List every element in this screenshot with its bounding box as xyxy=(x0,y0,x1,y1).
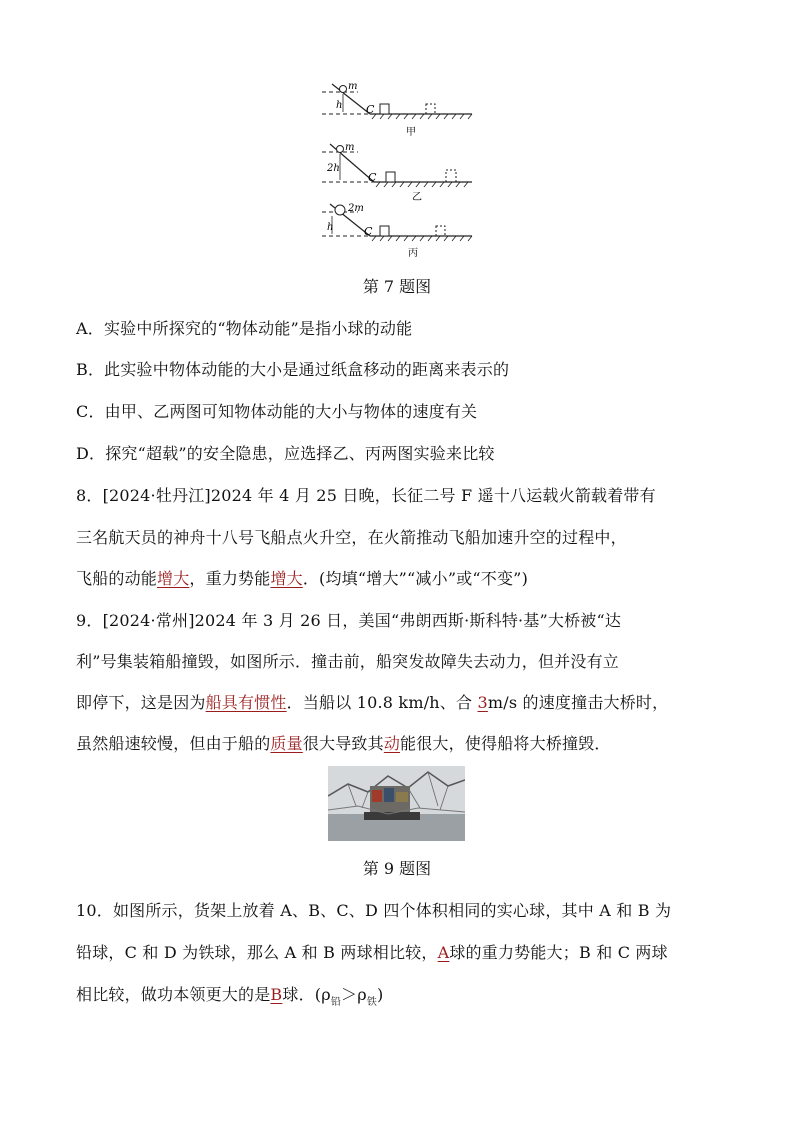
q7-option-a: A．实验中所探究的“物体动能”是指小球的动能 xyxy=(76,319,413,338)
q10-answer-work: B xyxy=(270,985,283,1004)
q9-line-4: 虽然船速较慢，但由于船的质量很大导致其动能很大，使得船将大桥撞毁． xyxy=(76,734,611,753)
paper-box-icon xyxy=(386,172,395,182)
q9-answer-speed: 3 xyxy=(477,693,488,712)
figure-7-caption: 第 7 题图 xyxy=(362,277,432,296)
paper-box-icon xyxy=(380,226,389,236)
q7-option-c: C．由甲、乙两图可知物体动能的大小与物体的速度有关 xyxy=(76,402,478,421)
svg-text:2h: 2h xyxy=(327,163,340,174)
svg-text:2m: 2m xyxy=(348,203,364,214)
svg-text:甲: 甲 xyxy=(406,127,416,138)
q9-line-3: 即停下，这是因为船具有惯性．当船以 10.8 km/h、合 3m/s 的速度撞击大桥时， xyxy=(76,693,669,712)
q9-answer-mass: 质量 xyxy=(270,734,303,753)
svg-text:h: h xyxy=(327,222,334,233)
q8-line-3: 飞船的动能增大，重力势能增大．(均填“增大”“减小”或“不变”) xyxy=(76,569,529,588)
q9-line-1: 9．[2024·常州]2024 年 3 月 26 日，美国“弗朗西斯·斯科特·基”大桥被“达 xyxy=(76,611,622,630)
q7-option-b: B．此实验中物体动能的大小是通过纸盒移动的距离来表示的 xyxy=(76,360,510,379)
figure-7-ramp-diagrams xyxy=(318,80,480,260)
svg-text:C: C xyxy=(368,171,377,184)
ball-icon xyxy=(340,86,347,93)
q10-line-3: 相比较，做功本领更大的是B球．$(\rho_铅>\rho_铁)$ xyxy=(76,985,384,1008)
ball-icon xyxy=(337,146,344,153)
svg-text:m: m xyxy=(348,81,358,92)
paper-box-icon xyxy=(380,104,389,114)
figure-9-ship-bridge-photo xyxy=(328,766,465,841)
q10-line-1: 10．如图所示，货架上放着 A、B、C、D 四个体积相同的实心球，其中 A 和 B 为 xyxy=(76,901,672,920)
q8-answer-potential: 增大 xyxy=(270,569,303,588)
q7-option-d: D．探究“超载”的安全隐患，应选择乙、丙两图实验来比较 xyxy=(76,444,495,463)
svg-text:乙: 乙 xyxy=(412,192,422,203)
svg-text:C: C xyxy=(366,103,375,116)
svg-text:丙: 丙 xyxy=(408,248,418,259)
ball-icon xyxy=(335,205,345,215)
figure-9-caption: 第 9 题图 xyxy=(362,859,432,878)
svg-text:m: m xyxy=(345,142,355,153)
svg-text:C: C xyxy=(364,225,373,238)
q8-line-2: 三名航天员的神舟十八号飞船点火升空，在火箭推动飞船加速升空的过程中， xyxy=(76,528,627,547)
q9-line-2: 利”号集装箱船撞毁，如图所示．撞击前，船突发故障失去动力，但并没有立 xyxy=(76,652,619,671)
panel-yi xyxy=(322,142,472,203)
q9-answer-inertia: 船具有惯性 xyxy=(205,693,287,712)
q10-answer-potential: A xyxy=(437,943,450,962)
q10-line-2: 铅球，C 和 D 为铁球，那么 A 和 B 两球相比较，A球的重力势能大；B 和 C 两球 xyxy=(76,943,668,962)
q8-answer-kinetic: 增大 xyxy=(157,569,190,588)
q8-line-1: 8．[2024·牡丹江]2024 年 4 月 25 日晚，长征二号 F 遥十八运载火箭载着带有 xyxy=(76,486,656,505)
panel-jia xyxy=(322,81,472,138)
q9-answer-energy: 动 xyxy=(383,734,401,753)
svg-text:h: h xyxy=(336,100,343,111)
panel-bing xyxy=(322,203,472,259)
